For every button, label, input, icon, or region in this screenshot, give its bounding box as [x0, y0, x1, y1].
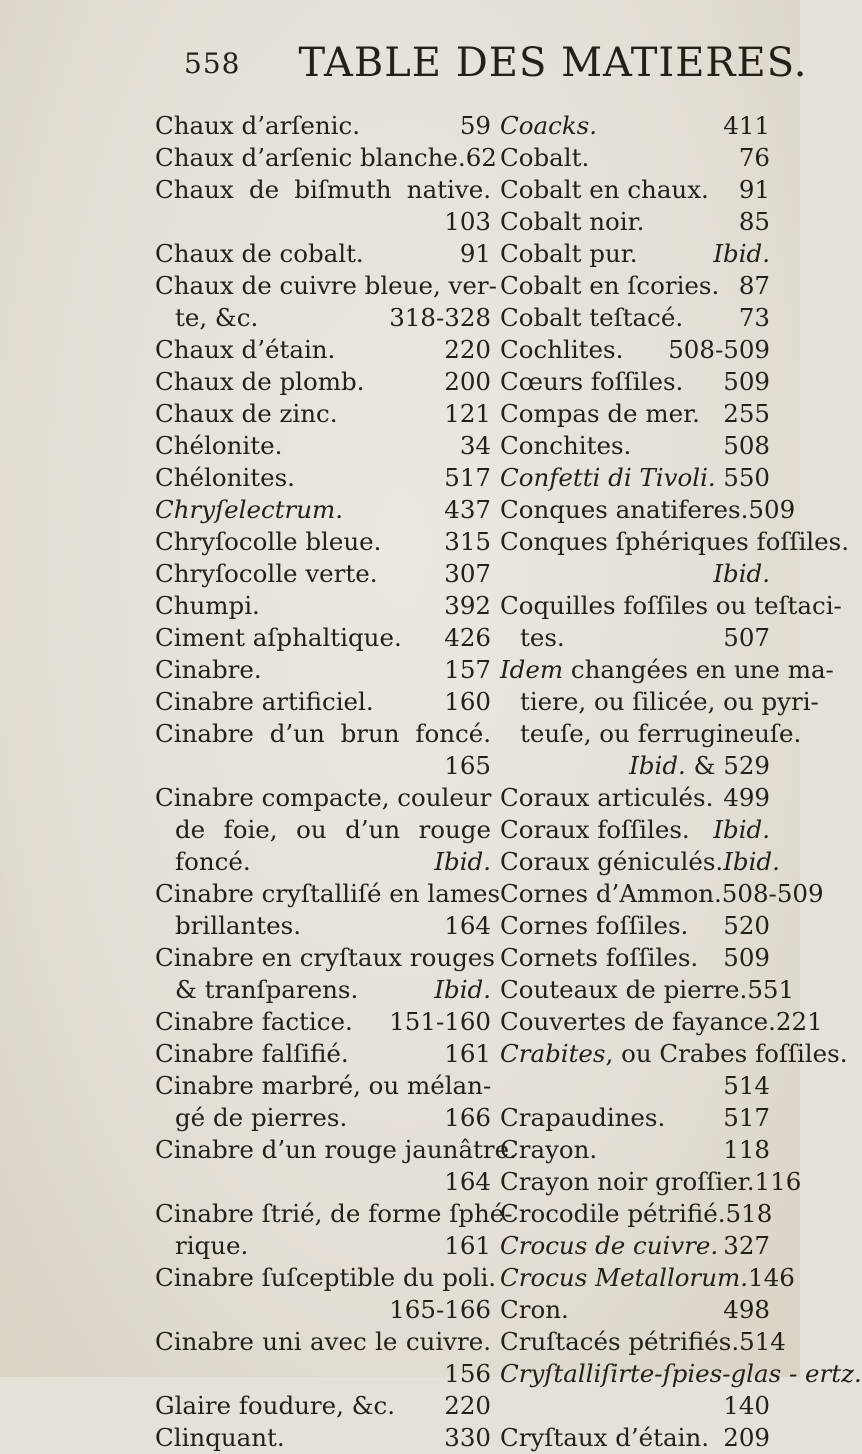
index-entry: Cœurs foſſiles. 509	[500, 367, 770, 396]
index-entry: Cobalt en chaux. 91	[500, 175, 770, 204]
index-entry: Compas de mer. 255	[500, 399, 770, 428]
index-column-right	[500, 110, 862, 1454]
index-entry: Chryſelectrum. 437	[155, 495, 491, 524]
index-entry: Idem changées en une ma- tiere, ou ſilicée, ou pyri- teuſe, ou ferrugineuſe. Ibid. & 529	[500, 655, 834, 780]
index-entry: Cinabre falſifié. 161	[155, 1039, 491, 1068]
index-entry: Conques ſphériques foſſiles. Ibid.	[500, 527, 849, 588]
index-entry: Couteaux de pierre. 551	[500, 975, 795, 1004]
index-entry: Cinabre artificiel. 160	[155, 687, 491, 716]
index-entry: Crayon noir groſſier. 116	[500, 1167, 802, 1196]
index-entry: Conchites. 508	[500, 431, 770, 460]
index-entry: Chaux d’arſenic. 59	[155, 111, 491, 140]
index-entry: Coacks. 411	[500, 111, 770, 140]
index-entry: Cinabre ſtrié, de forme ſphé- rique. 161	[155, 1199, 513, 1260]
index-entry: Cinabre d’un rouge jaunâtre. 164	[155, 1135, 517, 1196]
page-title: TABLE DES MATIERES.	[298, 40, 808, 86]
index-entry: Crapaudines. 517	[500, 1103, 770, 1132]
index-entry: Cinabre marbré, ou mélan- gé de pierres. 166	[155, 1071, 492, 1132]
index-entry: Cinabre compacte, couleur de foie, ou d’un rouge foncé. Ibid.	[155, 783, 492, 876]
index-entry: Cron. 498	[500, 1295, 770, 1324]
index-entry: Cobalt. 76	[500, 143, 770, 172]
index-entry: Cornets foſſiles. 509	[500, 943, 770, 972]
index-entry: Chaux d’arſenic blanche. 62	[155, 143, 497, 172]
index-entry: Cryſtaux d’étain. 209	[500, 1423, 770, 1452]
index-entry: Clinquant. 330	[155, 1423, 491, 1452]
index-entry: Cinabre d’un brun foncé. 165	[155, 719, 491, 780]
index-entry: Cinabre factice. 151-160	[155, 1007, 491, 1036]
index-entry: Cornes foſſiles. 520	[500, 911, 770, 940]
index-entry: Cryſtalliſirte-ſpies-glas - ertz. 140	[500, 1359, 862, 1420]
index-entry: Cinabre en cryſtaux rouges & tranſparens. Ibid.	[155, 943, 495, 1004]
index-entry: Cochlites. 508-509	[500, 335, 770, 364]
index-entry: Coraux géniculés. Ibid.	[500, 847, 780, 876]
page-header	[184, 40, 808, 100]
index-entry: Crocodile pétrifié. 518	[500, 1199, 773, 1228]
index-entry: Conques anatiferes. 509	[500, 495, 796, 524]
index-entry: Chaux de cobalt. 91	[155, 239, 491, 268]
index-entry: Chélonites. 517	[155, 463, 491, 492]
index-entry: Crocus de cuivre. 327	[500, 1231, 770, 1260]
index-entry: Chaux de biſmuth native. 103	[155, 175, 491, 236]
index-column-left	[155, 110, 517, 1454]
index-entry: Cinabre cryſtalliſé en lames brillantes. 164	[155, 879, 501, 940]
index-entry: Crayon. 118	[500, 1135, 770, 1164]
index-entry: Chaux d’étain. 220	[155, 335, 491, 364]
index-entry: Cinabre uni avec le cuivre. 156	[155, 1327, 491, 1388]
index-entry: Chaux de zinc. 121	[155, 399, 491, 428]
index-entry: Chryſocolle bleue. 315	[155, 527, 491, 556]
index-entry: Chryſocolle verte. 307	[155, 559, 491, 588]
index-entry: Chélonite. 34	[155, 431, 491, 460]
index-entry: Cinabre ſuſceptible du poli. 165-166	[155, 1263, 497, 1324]
index-entry: Ciment aſphaltique. 426	[155, 623, 491, 652]
index-entry: Cobalt teſtacé. 73	[500, 303, 770, 332]
index-entry: Cinabre. 157	[155, 655, 491, 684]
index-entry: Glaire foudure, &c. 220	[155, 1391, 491, 1420]
index-entry: Couvertes de fayance. 221	[500, 1007, 823, 1036]
index-entry: Crocus Metallorum. 146	[500, 1263, 795, 1292]
index-entry: Chaux de cuivre bleue, ver- te, &c. 318-328	[155, 271, 497, 332]
index-entry: Chaux de plomb. 200	[155, 367, 491, 396]
page-number: 558	[184, 47, 241, 80]
index-entry: Coquilles foſſiles ou teſtaci- tes. 507	[500, 591, 842, 652]
index-entry: Cobalt noir. 85	[500, 207, 770, 236]
index-entry: Cobalt en ſcories. 87	[500, 271, 770, 300]
index-entry: Confetti di Tivoli. 550	[500, 463, 770, 492]
index-entry: Cobalt pur. Ibid.	[500, 239, 770, 268]
index-entry: Chumpi. 392	[155, 591, 491, 620]
index-entry: Cornes d’Ammon. 508-509	[500, 879, 824, 908]
index-entry: Cruſtacés pétrifiés. 514	[500, 1327, 786, 1356]
index-entry: Crabites, ou Crabes foſſiles. 514	[500, 1039, 848, 1100]
index-entry: Coraux foſſiles. Ibid.	[500, 815, 770, 844]
index-entry: Coraux articulés. 499	[500, 783, 770, 812]
